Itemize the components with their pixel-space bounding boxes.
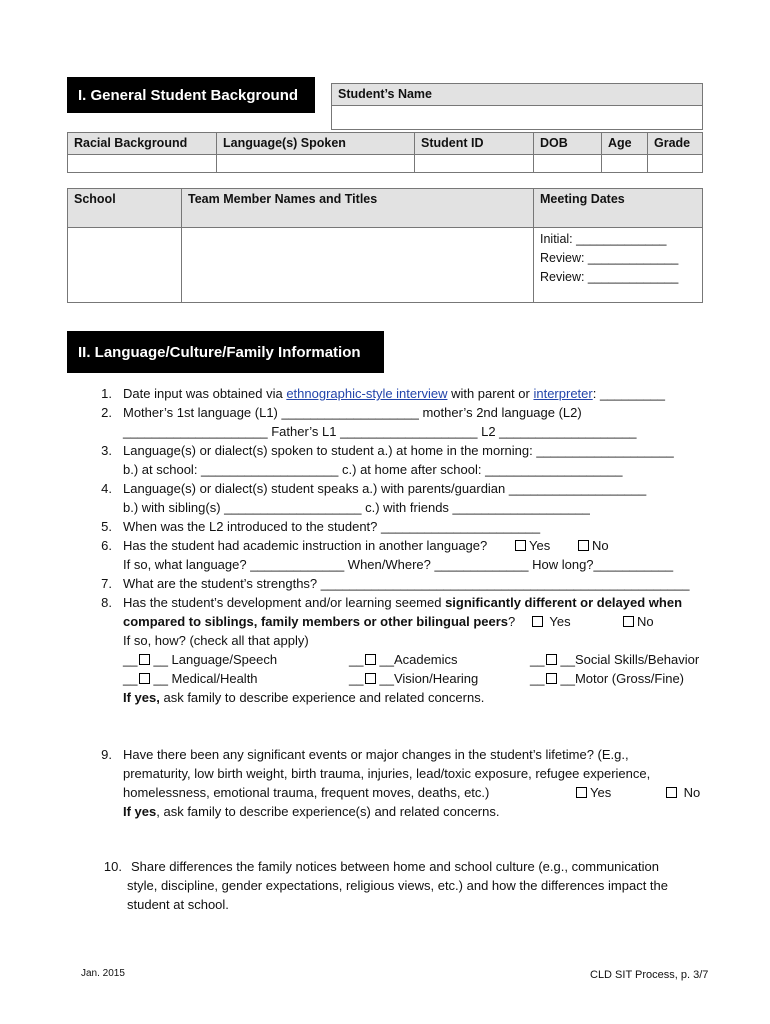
question-4-line1[interactable]: Language(s) or dialect(s) student speaks a.) with parents/guardian ___________________ (123, 481, 647, 496)
question-8-ifyes-bold: If yes, (123, 690, 160, 705)
question-6-no-option[interactable] (576, 536, 609, 555)
question-6-line1: Has the student had academic instruction in another language? (123, 538, 488, 553)
question-8-bold-2: compared to siblings, family members or other bilingual peers (123, 614, 509, 629)
team-table (67, 188, 703, 303)
question-9-ifyes-rest: , ask family to describe experience(s) and related concerns. (156, 804, 500, 819)
checkbox-icon[interactable] (546, 673, 557, 684)
question-8-line2 (123, 612, 515, 631)
checkbox-icon[interactable] (578, 540, 589, 551)
question-9-number: 9. (101, 747, 112, 762)
option-language-speech[interactable]: __ __ Language/Speech (123, 652, 278, 667)
option-social-skills-label: Social Skills/Behavior (574, 652, 700, 667)
checkbox-icon[interactable] (139, 654, 150, 665)
checkbox-icon[interactable] (365, 673, 376, 684)
dob-field[interactable] (534, 155, 602, 173)
question-10-line3: student at school. (127, 897, 229, 912)
question-8-how: If so, how? (check all that apply) (123, 633, 309, 648)
question-8-no-option[interactable] (621, 612, 654, 631)
meeting-date-initial[interactable]: Initial: _____________ (540, 232, 667, 246)
question-2-number: 2. (101, 405, 112, 420)
option-social-skills[interactable]: __ __Social Skills/Behavior (530, 652, 700, 667)
question-6-no-label: No (592, 538, 609, 553)
student-name-table (331, 83, 703, 130)
option-medical-health[interactable]: __ __ Medical/Health (123, 671, 258, 686)
meeting-date-review-2[interactable]: Review: _____________ (540, 270, 679, 284)
section2-title: II. Language/Culture/Family Information (67, 331, 384, 373)
ethnographic-interview-link[interactable]: ethnographic-style interview (286, 386, 448, 401)
question-6-yes-option[interactable] (513, 536, 550, 555)
header-languages-spoken: Language(s) Spoken (217, 133, 415, 155)
footer-date: Jan. 2015 (81, 968, 125, 979)
question-3-number: 3. (101, 443, 112, 458)
meeting-date-review-1[interactable]: Review: _____________ (540, 251, 679, 265)
background-table (67, 132, 703, 173)
header-school: School (68, 189, 182, 228)
question-8-yes-label: Yes (549, 614, 571, 629)
question-1-text-mid: with parent or (447, 386, 534, 401)
question-3-line1[interactable]: Language(s) or dialect(s) spoken to student a.) at home in the morning: ___________________ (123, 443, 674, 458)
option-language-speech-label: Language/Speech (171, 652, 278, 667)
question-1-text-post: : _________ (592, 386, 666, 401)
option-academics-label: Academics (393, 652, 458, 667)
question-4-line2[interactable]: b.) with sibling(s) ___________________ c.) with friends ___________________ (123, 500, 590, 515)
question-6-number: 6. (101, 538, 112, 553)
question-3-line2[interactable]: b.) at school: ___________________ c.) at home after school: ___________________ (123, 462, 623, 477)
header-meeting-dates: Meeting Dates (534, 189, 703, 228)
question-10-line2: style, discipline, gender expectations, religious views, etc.) and how the differences impact the (127, 878, 668, 893)
checkbox-icon[interactable] (532, 616, 543, 627)
question-10-number: 10. (103, 859, 122, 874)
checkbox-icon[interactable] (365, 654, 376, 665)
student-id-field[interactable] (415, 155, 534, 173)
checkbox-icon[interactable] (546, 654, 557, 665)
option-motor[interactable]: __ __Motor (Gross/Fine) (530, 671, 685, 686)
question-2-line2[interactable]: ____________________ Father’s L1 ___________________ L2 ___________________ (123, 424, 637, 439)
checkbox-icon[interactable] (623, 616, 634, 627)
header-age: Age (602, 133, 648, 155)
question-8-no-label: No (637, 614, 654, 629)
school-field[interactable] (68, 228, 182, 303)
question-4-number: 4. (101, 481, 112, 496)
checkbox-icon[interactable] (515, 540, 526, 551)
question-9-no-label: No (683, 785, 701, 800)
languages-spoken-field[interactable] (217, 155, 415, 173)
question-5-text[interactable]: When was the L2 introduced to the student? ______________________ (123, 519, 541, 534)
age-field[interactable] (602, 155, 648, 173)
question-8-ifyes-rest: ask family to describe experience and related concerns. (159, 690, 485, 705)
question-1-text-pre: Date input was obtained via (123, 386, 287, 401)
header-grade: Grade (648, 133, 703, 155)
header-student-id: Student ID (415, 133, 534, 155)
header-racial-background: Racial Background (68, 133, 217, 155)
meeting-dates-cell[interactable] (534, 228, 703, 303)
option-vision-hearing[interactable]: __ __Vision/Hearing (349, 671, 479, 686)
grade-field[interactable] (648, 155, 703, 173)
question-1-number: 1. (101, 386, 112, 401)
question-7-number: 7. (101, 576, 112, 591)
checkbox-icon[interactable] (666, 787, 677, 798)
student-name-label: Student’s Name (332, 84, 703, 106)
question-10-line1: Share differences the family notices between home and school culture (e.g., communication (131, 859, 659, 874)
option-medical-health-label: Medical/Health (171, 671, 258, 686)
question-2-line1[interactable]: Mother’s 1st language (L1) ___________________ mother’s 2nd language (L2) (123, 405, 582, 420)
checkbox-icon[interactable] (139, 673, 150, 684)
option-motor-label: Motor (Gross/Fine) (574, 671, 685, 686)
question-9-line3: homelessness, emotional trauma, frequent moves, deaths, etc.) (123, 785, 490, 800)
question-6-line2[interactable]: If so, what language? _____________ When/Where? _____________ How long?___________ (123, 557, 674, 572)
questions-block (100, 384, 720, 924)
question-9-yes-label: Yes (590, 785, 612, 800)
option-vision-hearing-label: Vision/Hearing (393, 671, 479, 686)
section1-title: I. General Student Background (67, 77, 315, 113)
interpreter-link[interactable]: interpreter (533, 386, 593, 401)
question-8-number: 8. (101, 595, 112, 610)
question-8-bold-1: significantly different or delayed when (445, 595, 683, 610)
racial-background-field[interactable] (68, 155, 217, 173)
header-team-members: Team Member Names and Titles (182, 189, 534, 228)
question-8-ifyes (123, 688, 484, 707)
question-5-number: 5. (101, 519, 112, 534)
question-8-yes-option[interactable] (530, 612, 571, 631)
question-6-yes-label: Yes (529, 538, 551, 553)
question-9-ifyes (123, 802, 499, 821)
option-academics[interactable]: __ __Academics (349, 652, 458, 667)
header-dob: DOB (534, 133, 602, 155)
question-9-ifyes-bold: If yes (123, 804, 157, 819)
question-9-no-option[interactable] (664, 783, 700, 802)
checkbox-icon[interactable] (576, 787, 587, 798)
question-8-question-mark: ? (508, 614, 516, 629)
footer-page: CLD SIT Process, p. 3/7 (590, 969, 709, 981)
question-9-line1: Have there been any significant events or major changes in the student’s lifetime? (E.g., (123, 747, 629, 762)
question-8-text-pre: Has the student’s development and/or learning seemed (123, 595, 446, 610)
student-name-field[interactable] (332, 106, 703, 130)
question-9-yes-option[interactable] (574, 783, 611, 802)
question-7-text[interactable]: What are the student’s strengths? ___________________________________________________ (123, 576, 690, 591)
question-9-line2: prematurity, low birth weight, birth trauma, injuries, lead/toxic exposure, refugee experience, (123, 766, 651, 781)
team-members-field[interactable] (182, 228, 534, 303)
